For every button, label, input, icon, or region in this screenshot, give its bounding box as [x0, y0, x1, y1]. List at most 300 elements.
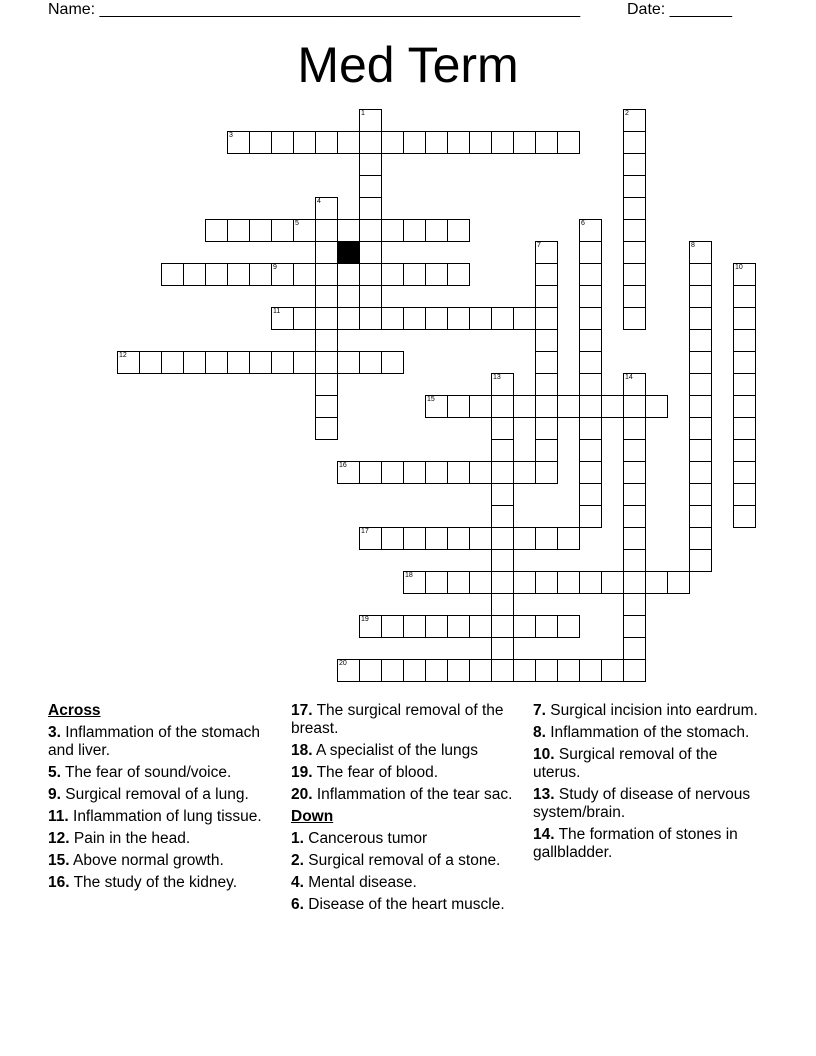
- clue-number-label: 13: [493, 374, 501, 381]
- grid-cell[interactable]: [623, 571, 646, 594]
- grid-cell[interactable]: [315, 263, 338, 286]
- grid-cell[interactable]: [535, 351, 558, 374]
- grid-cell[interactable]: [227, 263, 250, 286]
- grid-cell[interactable]: [623, 637, 646, 660]
- grid-cell[interactable]: [601, 395, 624, 418]
- grid-cell[interactable]: [579, 571, 602, 594]
- grid-cell[interactable]: [689, 241, 712, 264]
- grid-cell[interactable]: [491, 571, 514, 594]
- grid-cell[interactable]: [337, 351, 360, 374]
- grid-cell[interactable]: [381, 527, 404, 550]
- grid-cell[interactable]: [359, 175, 382, 198]
- grid-cell[interactable]: [425, 571, 448, 594]
- grid-cell[interactable]: [469, 571, 492, 594]
- grid-cell[interactable]: [733, 351, 756, 374]
- clue-number-label: 4: [317, 198, 321, 205]
- clue-text: Mental disease.: [303, 874, 417, 891]
- grid-cell[interactable]: [491, 659, 514, 682]
- clue-column-1: [48, 702, 274, 896]
- grid-cell[interactable]: [733, 439, 756, 462]
- grid-cell[interactable]: [601, 571, 624, 594]
- grid-cell[interactable]: [513, 571, 536, 594]
- grid-cell[interactable]: [469, 461, 492, 484]
- grid-cell[interactable]: [117, 351, 140, 374]
- grid-cell[interactable]: [359, 197, 382, 220]
- grid-cell[interactable]: [425, 615, 448, 638]
- grid-cell[interactable]: [183, 351, 206, 374]
- grid-cell[interactable]: [689, 329, 712, 352]
- clue-number-label: 14: [625, 374, 633, 381]
- clue-text: Inflammation of the tear sac.: [312, 786, 513, 803]
- grid-cell[interactable]: [579, 351, 602, 374]
- grid-cell[interactable]: [315, 307, 338, 330]
- clue-number: 17.: [291, 702, 313, 719]
- grid-cell[interactable]: [315, 373, 338, 396]
- grid-cell[interactable]: [579, 439, 602, 462]
- grid-cell[interactable]: [381, 615, 404, 638]
- grid-cell[interactable]: [579, 505, 602, 528]
- grid-cell[interactable]: [535, 461, 558, 484]
- grid-cell[interactable]: [513, 461, 536, 484]
- clue-item: [291, 852, 517, 870]
- grid-cell[interactable]: [689, 483, 712, 506]
- page-title: Med Term: [297, 37, 519, 93]
- grid-cell[interactable]: [535, 395, 558, 418]
- clue-text: Surgical removal of a stone.: [303, 852, 501, 869]
- grid-cell[interactable]: [733, 373, 756, 396]
- grid-cell[interactable]: [425, 395, 448, 418]
- grid-cell[interactable]: [733, 263, 756, 286]
- grid-cell[interactable]: [249, 219, 272, 242]
- grid-cell[interactable]: [425, 263, 448, 286]
- grid-cell[interactable]: [623, 439, 646, 462]
- grid-cell[interactable]: [579, 659, 602, 682]
- grid-cell[interactable]: [689, 505, 712, 528]
- grid-cell[interactable]: [403, 659, 426, 682]
- grid-cell[interactable]: [689, 439, 712, 462]
- grid-cell[interactable]: [623, 109, 646, 132]
- clue-number: 16.: [48, 874, 70, 891]
- grid-cell[interactable]: [293, 263, 316, 286]
- clue-item: [533, 746, 759, 782]
- clue-text: Inflammation of the stomach and liver.: [48, 724, 260, 759]
- grid-cell[interactable]: [733, 417, 756, 440]
- grid-cell[interactable]: [491, 549, 514, 572]
- grid-cell[interactable]: [271, 131, 294, 154]
- grid-cell[interactable]: [337, 461, 360, 484]
- grid-cell[interactable]: [535, 131, 558, 154]
- grid-cell[interactable]: [381, 263, 404, 286]
- clue-text: Above normal growth.: [69, 852, 224, 869]
- grid-cell[interactable]: [447, 263, 470, 286]
- clue-number-label: 7: [537, 242, 541, 249]
- clue-number: 14.: [533, 826, 555, 843]
- grid-cell[interactable]: [315, 285, 338, 308]
- clue-text: The fear of sound/voice.: [60, 764, 232, 781]
- grid-cell[interactable]: [293, 307, 316, 330]
- grid-cell[interactable]: [315, 329, 338, 352]
- grid-cell[interactable]: [381, 307, 404, 330]
- clue-number-label: 9: [273, 264, 277, 271]
- grid-cell[interactable]: [579, 461, 602, 484]
- grid-cell[interactable]: [623, 285, 646, 308]
- grid-cell[interactable]: [337, 263, 360, 286]
- grid-cell[interactable]: [535, 659, 558, 682]
- grid-cell[interactable]: [491, 637, 514, 660]
- clue-text: The study of the kidney.: [69, 874, 238, 891]
- grid-cell[interactable]: [425, 131, 448, 154]
- grid-cell[interactable]: [469, 131, 492, 154]
- clue-item: [291, 702, 517, 738]
- grid-cell[interactable]: [271, 351, 294, 374]
- grid-cell[interactable]: [491, 373, 514, 396]
- clue-text: Cancerous tumor: [303, 830, 428, 847]
- grid-cell[interactable]: [447, 527, 470, 550]
- clue-number-label: 17: [361, 528, 369, 535]
- grid-cell[interactable]: [403, 615, 426, 638]
- name-field-label: Name: ______________________________________________________: [48, 1, 581, 18]
- grid-cell[interactable]: [425, 461, 448, 484]
- grid-cell[interactable]: [557, 659, 580, 682]
- grid-cell[interactable]: [315, 197, 338, 220]
- clue-text: Pain in the head.: [69, 830, 191, 847]
- grid-cell[interactable]: [359, 307, 382, 330]
- clue-number: 18.: [291, 742, 313, 759]
- clue-number-label: 2: [625, 110, 629, 117]
- grid-cell[interactable]: [535, 571, 558, 594]
- grid-cell[interactable]: [315, 417, 338, 440]
- grid-cell[interactable]: [447, 461, 470, 484]
- clue-number: 4.: [291, 874, 304, 891]
- grid-cell[interactable]: [667, 571, 690, 594]
- grid-cell[interactable]: [183, 263, 206, 286]
- clue-number: 2.: [291, 852, 304, 869]
- grid-cell[interactable]: [403, 131, 426, 154]
- grid-cell[interactable]: [205, 263, 228, 286]
- grid-cell[interactable]: [359, 285, 382, 308]
- grid-cell[interactable]: [689, 461, 712, 484]
- clue-number: 6.: [291, 896, 304, 913]
- grid-cell[interactable]: [623, 153, 646, 176]
- grid-cell[interactable]: [403, 571, 426, 594]
- grid-cell[interactable]: [733, 307, 756, 330]
- grid-cell[interactable]: [623, 395, 646, 418]
- grid-cell[interactable]: [491, 307, 514, 330]
- grid-cell[interactable]: [733, 329, 756, 352]
- clue-text: The fear of blood.: [312, 764, 439, 781]
- grid-cell[interactable]: [623, 263, 646, 286]
- grid-cell[interactable]: [227, 351, 250, 374]
- clue-text: Inflammation of lung tissue.: [68, 808, 262, 825]
- grid-cell[interactable]: [535, 373, 558, 396]
- grid-cell[interactable]: [403, 219, 426, 242]
- clue-column-3: [533, 702, 759, 866]
- grid-cell[interactable]: [645, 395, 668, 418]
- clue-number-label: 5: [295, 220, 299, 227]
- clue-number-label: 3: [229, 132, 233, 139]
- grid-cell[interactable]: [337, 131, 360, 154]
- grid-cell[interactable]: [425, 527, 448, 550]
- grid-cell[interactable]: [689, 527, 712, 550]
- grid-cell[interactable]: [689, 307, 712, 330]
- grid-cell[interactable]: [579, 241, 602, 264]
- grid-cell[interactable]: [579, 373, 602, 396]
- grid-cell[interactable]: [535, 615, 558, 638]
- grid-cell[interactable]: [227, 219, 250, 242]
- grid-cell[interactable]: [733, 505, 756, 528]
- grid-cell[interactable]: [381, 219, 404, 242]
- grid-cell[interactable]: [315, 131, 338, 154]
- grid-cell[interactable]: [293, 131, 316, 154]
- grid-cell[interactable]: [359, 131, 382, 154]
- grid-cell[interactable]: [557, 571, 580, 594]
- clue-number-label: 16: [339, 462, 347, 469]
- clue-number: 9.: [48, 786, 61, 803]
- grid-cell[interactable]: [425, 219, 448, 242]
- grid-cell[interactable]: [271, 307, 294, 330]
- clue-text: Inflammation of the stomach.: [545, 724, 750, 741]
- grid-cell[interactable]: [381, 351, 404, 374]
- grid-cell[interactable]: [315, 395, 338, 418]
- grid-cell[interactable]: [359, 153, 382, 176]
- grid-cell[interactable]: [491, 461, 514, 484]
- grid-cell[interactable]: [579, 329, 602, 352]
- clue-number-label: 11: [273, 308, 281, 315]
- grid-cell[interactable]: [579, 307, 602, 330]
- grid-cell[interactable]: [337, 659, 360, 682]
- grid-cell[interactable]: [271, 263, 294, 286]
- grid-cell[interactable]: [623, 373, 646, 396]
- clue-item: [48, 764, 274, 782]
- grid-cell[interactable]: [557, 395, 580, 418]
- clue-text: Surgical removal of a lung.: [60, 786, 249, 803]
- grid-cell[interactable]: [447, 219, 470, 242]
- grid-cell[interactable]: [447, 395, 470, 418]
- date-field-label: Date: _______: [627, 1, 732, 18]
- grid-cell[interactable]: [557, 131, 580, 154]
- grid-cell[interactable]: [249, 263, 272, 286]
- grid-cell[interactable]: [513, 527, 536, 550]
- grid-cell[interactable]: [315, 219, 338, 242]
- grid-cell[interactable]: [293, 351, 316, 374]
- grid-black-cell: [337, 241, 360, 264]
- grid-cell[interactable]: [513, 131, 536, 154]
- grid-cell[interactable]: [623, 549, 646, 572]
- clue-text: The surgical removal of the breast.: [291, 702, 504, 737]
- grid-cell[interactable]: [623, 219, 646, 242]
- grid-cell[interactable]: [579, 263, 602, 286]
- grid-cell[interactable]: [535, 263, 558, 286]
- grid-cell[interactable]: [469, 395, 492, 418]
- grid-cell[interactable]: [733, 483, 756, 506]
- grid-cell[interactable]: [205, 351, 228, 374]
- grid-cell[interactable]: [689, 417, 712, 440]
- clue-item: [48, 830, 274, 848]
- grid-cell[interactable]: [491, 395, 514, 418]
- grid-cell[interactable]: [403, 527, 426, 550]
- clue-number: 19.: [291, 764, 313, 781]
- grid-cell[interactable]: [425, 659, 448, 682]
- grid-cell[interactable]: [359, 615, 382, 638]
- clue-item: [291, 896, 517, 914]
- grid-cell[interactable]: [535, 527, 558, 550]
- grid-cell[interactable]: [359, 351, 382, 374]
- grid-cell[interactable]: [513, 395, 536, 418]
- clue-item: [291, 764, 517, 782]
- grid-cell[interactable]: [271, 219, 294, 242]
- clue-number: 20.: [291, 786, 313, 803]
- clue-number: 11.: [48, 808, 69, 825]
- grid-cell[interactable]: [733, 461, 756, 484]
- grid-cell[interactable]: [645, 571, 668, 594]
- clue-item: [48, 852, 274, 870]
- grid-cell[interactable]: [513, 307, 536, 330]
- grid-cell[interactable]: [293, 219, 316, 242]
- clue-number-label: 1: [361, 110, 365, 117]
- grid-cell[interactable]: [623, 175, 646, 198]
- grid-cell[interactable]: [689, 351, 712, 374]
- grid-cell[interactable]: [227, 131, 250, 154]
- grid-cell[interactable]: [535, 417, 558, 440]
- grid-cell[interactable]: [447, 571, 470, 594]
- grid-cell[interactable]: [249, 131, 272, 154]
- grid-cell[interactable]: [689, 263, 712, 286]
- clue-number-label: 10: [735, 264, 743, 271]
- grid-cell[interactable]: [535, 241, 558, 264]
- grid-cell[interactable]: [513, 659, 536, 682]
- grid-cell[interactable]: [403, 461, 426, 484]
- grid-cell[interactable]: [315, 241, 338, 264]
- clue-number-label: 19: [361, 616, 369, 623]
- grid-cell[interactable]: [249, 351, 272, 374]
- grid-cell[interactable]: [161, 263, 184, 286]
- clue-item: [48, 874, 274, 892]
- grid-cell[interactable]: [623, 593, 646, 616]
- grid-cell[interactable]: [425, 307, 448, 330]
- grid-cell[interactable]: [447, 659, 470, 682]
- grid-cell[interactable]: [403, 263, 426, 286]
- grid-cell[interactable]: [623, 659, 646, 682]
- grid-cell[interactable]: [579, 483, 602, 506]
- grid-cell[interactable]: [161, 351, 184, 374]
- grid-cell[interactable]: [447, 131, 470, 154]
- grid-cell[interactable]: [359, 241, 382, 264]
- grid-cell[interactable]: [623, 483, 646, 506]
- across-heading: Across: [48, 702, 101, 719]
- grid-cell[interactable]: [623, 615, 646, 638]
- grid-cell[interactable]: [579, 417, 602, 440]
- clue-item: [291, 742, 517, 760]
- clue-number: 13.: [533, 786, 555, 803]
- grid-cell[interactable]: [447, 615, 470, 638]
- grid-cell[interactable]: [381, 659, 404, 682]
- grid-cell[interactable]: [491, 615, 514, 638]
- clue-number: 7.: [533, 702, 546, 719]
- grid-cell[interactable]: [381, 131, 404, 154]
- grid-cell[interactable]: [689, 549, 712, 572]
- clue-text: A specialist of the lungs: [312, 742, 478, 759]
- grid-cell[interactable]: [623, 131, 646, 154]
- grid-cell[interactable]: [139, 351, 162, 374]
- grid-cell[interactable]: [359, 109, 382, 132]
- grid-cell[interactable]: [315, 351, 338, 374]
- clue-number: 15.: [48, 852, 70, 869]
- clue-number-label: 12: [119, 352, 127, 359]
- grid-cell[interactable]: [733, 285, 756, 308]
- grid-cell[interactable]: [337, 219, 360, 242]
- grid-cell[interactable]: [513, 615, 536, 638]
- grid-cell[interactable]: [469, 659, 492, 682]
- grid-cell[interactable]: [447, 307, 470, 330]
- grid-cell[interactable]: [337, 307, 360, 330]
- grid-cell[interactable]: [579, 395, 602, 418]
- grid-cell[interactable]: [623, 307, 646, 330]
- grid-cell[interactable]: [623, 241, 646, 264]
- clue-number: 5.: [48, 764, 61, 781]
- clue-item: [291, 830, 517, 848]
- grid-cell[interactable]: [689, 395, 712, 418]
- grid-cell[interactable]: [359, 659, 382, 682]
- grid-cell[interactable]: [535, 439, 558, 462]
- clue-number: 3.: [48, 724, 61, 741]
- grid-cell[interactable]: [491, 417, 514, 440]
- grid-cell[interactable]: [557, 527, 580, 550]
- grid-cell[interactable]: [491, 439, 514, 462]
- clue-item: [48, 786, 274, 804]
- grid-cell[interactable]: [623, 527, 646, 550]
- grid-cell[interactable]: [469, 527, 492, 550]
- grid-cell[interactable]: [359, 527, 382, 550]
- clue-number-label: 6: [581, 220, 585, 227]
- clue-column-2: [291, 702, 517, 918]
- grid-cell[interactable]: [601, 659, 624, 682]
- grid-cell[interactable]: [359, 263, 382, 286]
- grid-cell[interactable]: [359, 461, 382, 484]
- grid-cell[interactable]: [733, 395, 756, 418]
- clue-item: [48, 808, 274, 826]
- grid-cell[interactable]: [579, 219, 602, 242]
- grid-cell[interactable]: [491, 593, 514, 616]
- grid-cell[interactable]: [557, 615, 580, 638]
- grid-cell[interactable]: [623, 461, 646, 484]
- clue-text: Disease of the heart muscle.: [303, 896, 505, 913]
- grid-cell[interactable]: [689, 373, 712, 396]
- grid-cell[interactable]: [535, 329, 558, 352]
- grid-cell[interactable]: [623, 417, 646, 440]
- grid-cell[interactable]: [469, 307, 492, 330]
- grid-cell[interactable]: [491, 131, 514, 154]
- grid-cell[interactable]: [535, 285, 558, 308]
- grid-cell[interactable]: [579, 285, 602, 308]
- grid-cell[interactable]: [381, 461, 404, 484]
- grid-cell[interactable]: [359, 219, 382, 242]
- grid-cell[interactable]: [205, 219, 228, 242]
- grid-cell[interactable]: [469, 615, 492, 638]
- grid-cell[interactable]: [535, 307, 558, 330]
- clue-item: [533, 786, 759, 822]
- grid-cell[interactable]: [491, 483, 514, 506]
- grid-cell[interactable]: [623, 197, 646, 220]
- grid-cell[interactable]: [491, 527, 514, 550]
- clue-text: The formation of stones in gallbladder.: [533, 826, 738, 861]
- grid-cell[interactable]: [623, 505, 646, 528]
- clue-number-label: 8: [691, 242, 695, 249]
- grid-cell[interactable]: [689, 285, 712, 308]
- grid-cell[interactable]: [403, 307, 426, 330]
- clue-number: 1.: [291, 830, 304, 847]
- grid-cell[interactable]: [491, 505, 514, 528]
- clue-text: Study of disease of nervous system/brain.: [533, 786, 751, 821]
